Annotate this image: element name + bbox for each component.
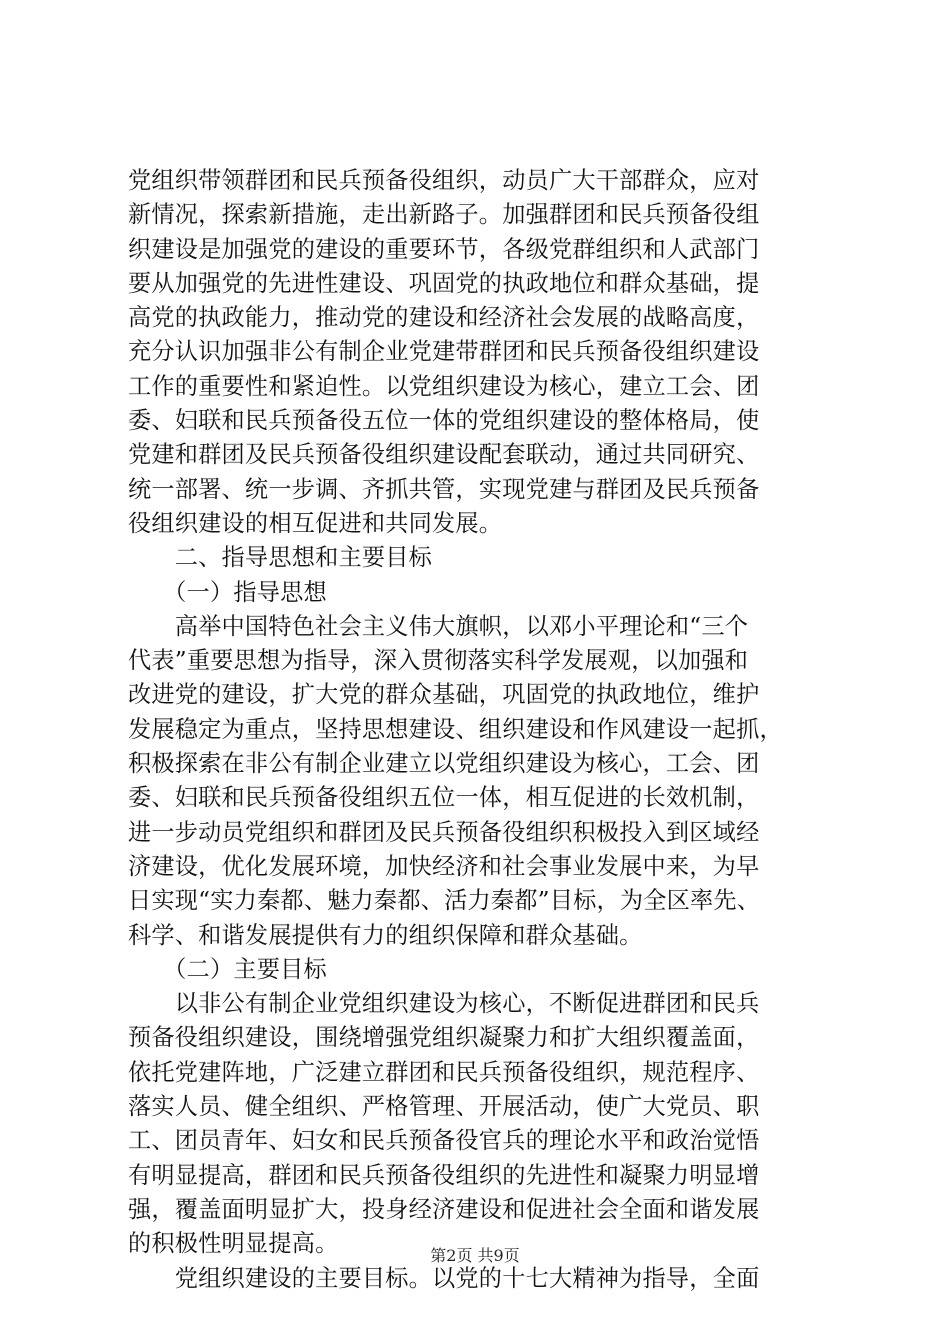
text-line: 织建设是加强党的建设的重要环节，各级党群组织和人武部门 — [128, 235, 760, 263]
body-text — [128, 164, 828, 1296]
text-line: 济建设，优化发展环境，加快经济和社会事业发展中来，为早 — [128, 852, 760, 880]
page-footer: 第2页 共9页 — [430, 1246, 520, 1265]
text-line: 委、妇联和民兵预备役组织五位一体，相互促进的长效机制， — [128, 784, 760, 812]
text-line: 高党的执政能力，推动党的建设和经济社会发展的战略高度， — [128, 304, 760, 332]
text-line: 预备役组织建设，围绕增强党组织凝聚力和扩大组织覆盖面， — [128, 1024, 760, 1052]
text-line: 科学、和谐发展提供有力的组织保障和群众基础。 — [128, 921, 643, 949]
text-line: 依托党建阵地，广泛建立群团和民兵预备役组织，规范程序、 — [128, 1058, 760, 1086]
text-line: 高举中国特色社会主义伟大旗帜，以邓小平理论和“三个 — [128, 612, 749, 640]
text-line: 工作的重要性和紧迫性。以党组织建设为核心，建立工会、团 — [128, 372, 760, 400]
text-line: 落实人员、健全组织、严格管理、开展活动，使广大党员、职 — [128, 1093, 760, 1121]
text-line: 的积极性明显提高。 — [128, 1230, 339, 1258]
text-line: 党组织建设的主要目标。以党的十七大精神为指导，全面 — [128, 1264, 760, 1292]
text-line: 二、指导思想和主要目标 — [128, 544, 433, 572]
text-line: （二）主要目标 — [128, 955, 327, 983]
text-line: 统一部署、统一步调、齐抓共管，实现党建与群团及民兵预备 — [128, 475, 760, 503]
text-line: 新情况，探索新措施，走出新路子。加强群团和民兵预备役组 — [128, 201, 760, 229]
text-line: 日实现“实力秦都、魅力秦都、活力秦都”目标，为全区率先、 — [128, 887, 761, 915]
text-line: 充分认识加强非公有制企业党建带群团和民兵预备役组织建设 — [128, 338, 760, 366]
text-line: 进一步动员党组织和群团及民兵预备役组织积极投入到区域经 — [128, 818, 760, 846]
text-line: 党组织带领群团和民兵预备役组织，动员广大干部群众，应对 — [128, 167, 760, 194]
text-line: 要从加强党的先进性建设、巩固党的执政地位和群众基础，提 — [128, 269, 760, 297]
text-line: 以非公有制企业党组织建设为核心，不断促进群团和民兵 — [128, 990, 760, 1018]
text-line: 工、团员青年、妇女和民兵预备役官兵的理论水平和政治觉悟 — [128, 1127, 760, 1155]
text-line: 发展稳定为重点，坚持思想建设、组织建设和作风建设一起抓， — [128, 715, 783, 743]
text-line: 强，覆盖面明显扩大，投身经济建设和促进社会全面和谐发展 — [128, 1195, 760, 1223]
text-line: 积极探索在非公有制企业建立以党组织建设为核心，工会、团 — [128, 750, 760, 778]
text-line: 改进党的建设，扩大党的群众基础，巩固党的执政地位，维护 — [128, 681, 760, 709]
text-line: 党建和群团及民兵预备役组织建设配套联动，通过共同研究、 — [128, 441, 760, 469]
text-line: （一）指导思想 — [128, 578, 327, 606]
text-line: 代表”重要思想为指导，深入贯彻落实科学发展观，以加强和 — [128, 647, 749, 675]
text-line: 有明显提高，群团和民兵预备役组织的先进性和凝聚力明显增 — [128, 1161, 760, 1189]
text-line: 委、妇联和民兵预备役五位一体的党组织建设的整体格局，使 — [128, 407, 760, 435]
text-line: 役组织建设的相互促进和共同发展。 — [128, 509, 503, 537]
